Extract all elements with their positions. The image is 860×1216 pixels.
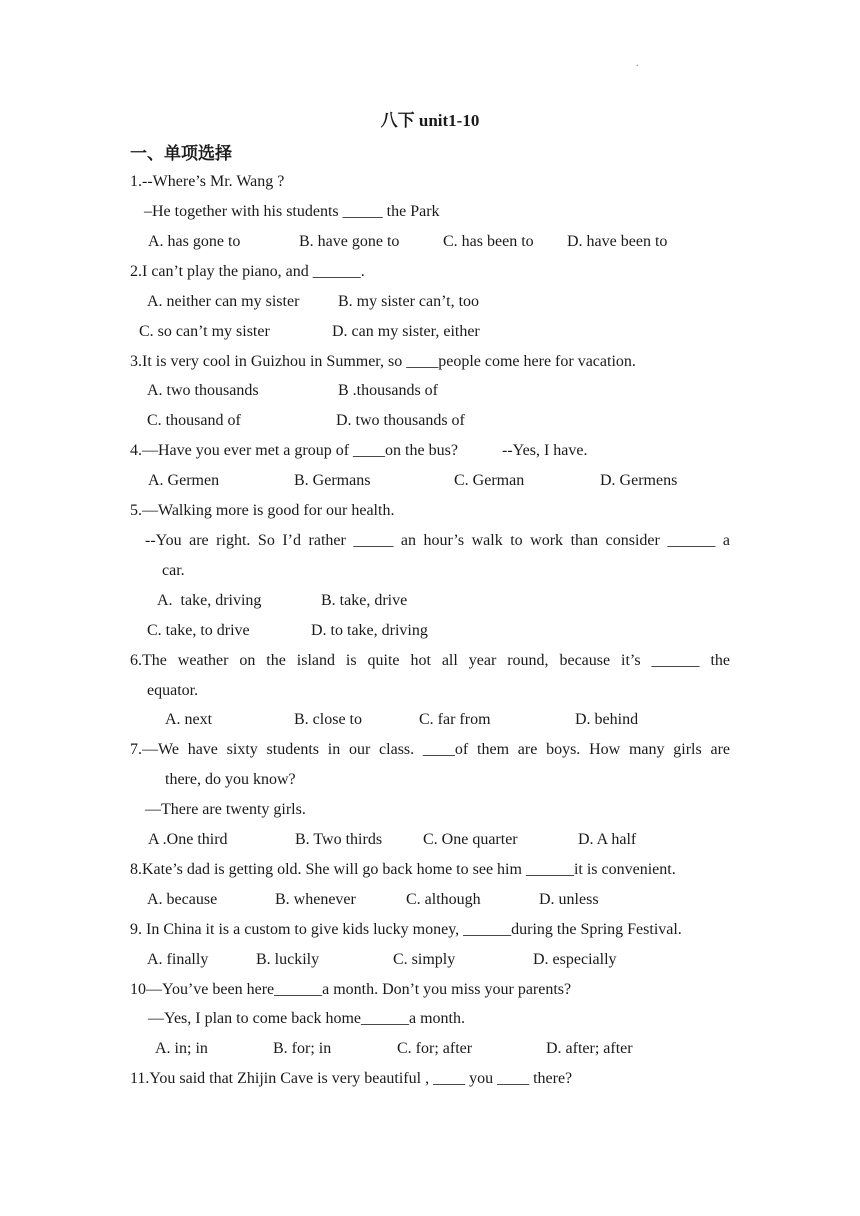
question-3-stem: 3.It is very cool in Guizhou in Summer, so ____people come here for vacation.	[130, 353, 636, 370]
option-6c: C. far from	[419, 711, 491, 728]
option-4b: B. Germans	[294, 472, 371, 489]
option-5b: B. take, drive	[321, 592, 408, 609]
option-1c: C. has been to	[443, 233, 534, 250]
option-5a: A. take, driving	[157, 592, 262, 609]
option-9a: A. finally	[147, 951, 209, 968]
option-8c: C. although	[406, 891, 481, 908]
option-3c: C. thousand of	[147, 412, 241, 429]
option-4d: D. Germens	[600, 472, 678, 489]
question-9-stem: 9. In China it is a custom to give kids lucky money, ______during the Spring Festival.	[130, 921, 682, 938]
option-1b: B. have gone to	[299, 233, 400, 250]
option-4c: C. German	[454, 472, 525, 489]
option-2c: C. so can’t my sister	[139, 323, 270, 340]
question-8-stem: 8.Kate’s dad is getting old. She will go back home to see him ______it is convenient.	[130, 861, 676, 878]
question-5-stem: 5.—Walking more is good for our health.	[130, 502, 395, 519]
question-7-stem: 7.—We have sixty students in our class. ____of them are boys. How many girls are	[130, 741, 730, 758]
question-5-stem: --You are right. So I’d rather _____ an hour’s walk to work than consider ______ a	[145, 532, 730, 549]
question-6-stem: equator.	[147, 682, 199, 699]
section-heading: 一、单项选择	[130, 144, 232, 164]
question-10-answer: —Yes, I plan to come back home______a month.	[148, 1010, 465, 1027]
question-1-stem: –He together with his students _____ the Park	[144, 203, 440, 220]
option-2a: A. neither can my sister	[147, 293, 300, 310]
question-10-stem: 10—You’ve been here______a month. Don’t you miss your parents?	[130, 981, 572, 998]
option-8a: A. because	[147, 891, 218, 908]
option-2d: D. can my sister, either	[332, 323, 480, 340]
option-1d: D. have been to	[567, 233, 668, 250]
option-1a: A. has gone to	[148, 233, 241, 250]
question-2-stem: 2.I can’t play the piano, and ______.	[130, 263, 365, 280]
option-5d: D. to take, driving	[311, 622, 428, 639]
option-6b: B. close to	[294, 711, 362, 728]
option-10b: B. for; in	[273, 1040, 332, 1057]
question-6-stem: 6.The weather on the island is quite hot all year round, because it’s ______ the	[130, 652, 730, 669]
option-10c: C. for; after	[397, 1040, 473, 1057]
option-8b: B. whenever	[275, 891, 356, 908]
option-8d: D. unless	[539, 891, 599, 908]
option-10d: D. after; after	[546, 1040, 633, 1057]
option-3d: D. two thousands of	[336, 412, 465, 429]
option-7b: B. Two thirds	[295, 831, 383, 848]
option-7d: D. A half	[578, 831, 637, 848]
question-4-stem: 4.—Have you ever met a group of ____on the bus?	[130, 442, 458, 459]
option-9d: D. especially	[533, 951, 617, 968]
option-9b: B. luckily	[256, 951, 320, 968]
option-2b: B. my sister can’t, too	[338, 293, 480, 310]
option-6a: A. next	[165, 711, 213, 728]
option-10a: A. in; in	[155, 1040, 208, 1057]
question-7-stem: there, do you know?	[165, 771, 296, 788]
option-3a: A. two thousands	[147, 382, 259, 399]
question-11-stem: 11.You said that Zhijin Cave is very beautiful , ____ you ____ there?	[130, 1070, 573, 1087]
page-mark: .	[636, 58, 639, 69]
option-7a: A .One third	[148, 831, 228, 848]
option-5c: C. take, to drive	[147, 622, 250, 639]
question-5-stem: car.	[162, 562, 185, 579]
option-6d: D. behind	[575, 711, 639, 728]
option-4a: A. Germen	[148, 472, 220, 489]
option-7c: C. One quarter	[423, 831, 518, 848]
question-7-answer: —There are twenty girls.	[145, 801, 306, 818]
option-3b: B .thousands of	[338, 382, 438, 399]
question-4-answer: --Yes, I have.	[502, 442, 588, 459]
question-1-stem: 1.--Where’s Mr. Wang ?	[130, 173, 285, 190]
page-title: 八下 unit1-10	[380, 111, 480, 130]
option-9c: C. simply	[393, 951, 456, 968]
